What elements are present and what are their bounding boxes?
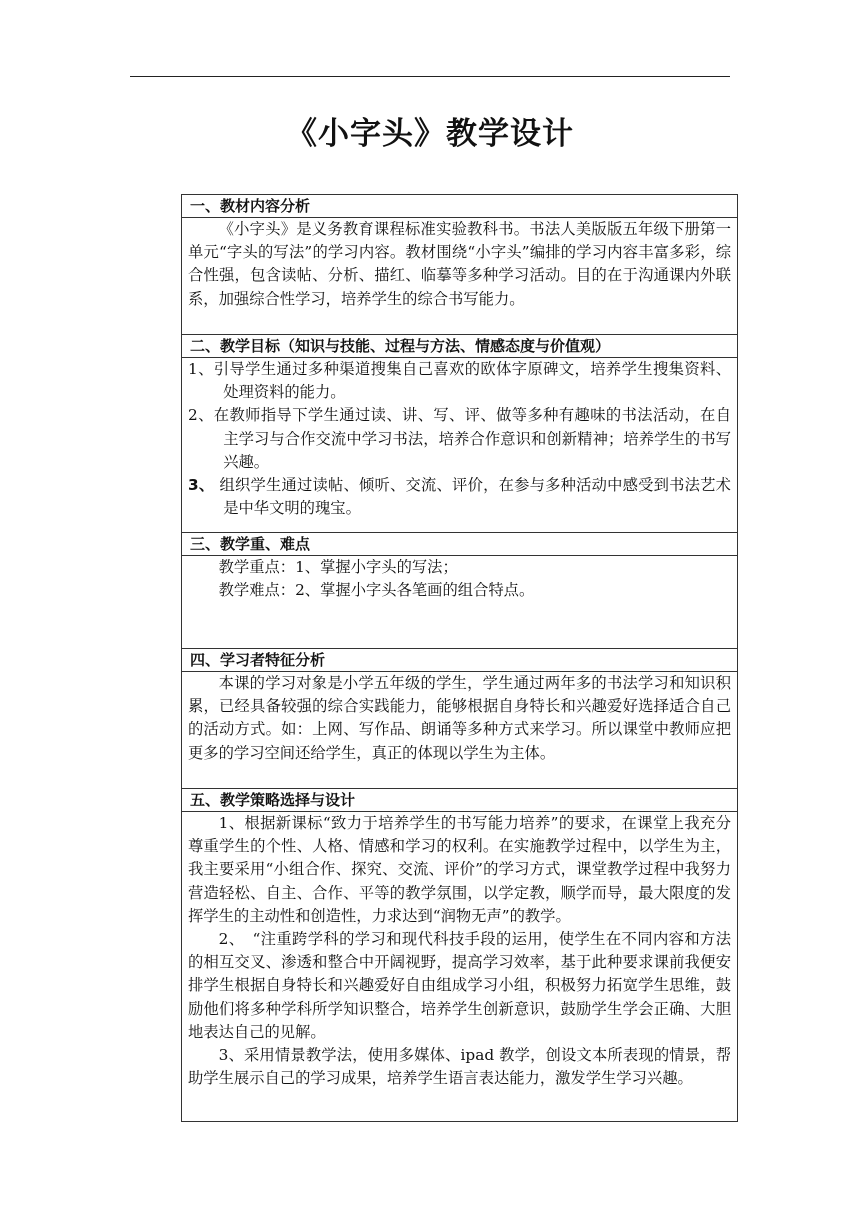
section-body-key-points — [182, 556, 737, 648]
section-body-learner-analysis — [182, 672, 737, 788]
difficult-point: 教学难点：2、掌握小字头各笔画的组合特点。 — [218, 581, 535, 600]
section-heading-material-analysis: 一、教材内容分析 — [182, 195, 737, 218]
document-title: 《小字头》教学设计 — [286, 116, 574, 152]
section-heading-teaching-strategy: 五、教学策略选择与设计 — [182, 788, 737, 812]
goal-item-1: 1、引导学生通过多种渠道搜集自己喜欢的欧体字原碑文，培养学生搜集资料、处理资料的能力。 — [188, 360, 731, 402]
goal-item-3-text: 组织学生通过读帖、倾听、交流、评价，在参与多种活动中感受到书法艺术是中华文明的瑰宝。 — [219, 476, 731, 518]
section-body-teaching-goals — [182, 358, 737, 532]
paragraph: 本课的学习对象是小学五年级的学生，学生通过两年多的书法学习和知识积累，已经具备较强的综合实践能力，能够根据自身特长和兴趣爱好选择适合自己的活动方式。如：上网、写作品、朗诵等多种方式来学习。所以课堂中教师应把更多的学习空间还给学生，真正的体现以学生为主体。 — [188, 674, 731, 762]
key-point: 教学重点：1、掌握小字头的写法； — [218, 558, 458, 576]
strategy-paragraph-3: 3、采用情景教学法，使用多媒体、ipad 教学，创设文本所表现的情景，帮助学生展示自己的学习成果，培养学生语言表达能力，激发学生学习兴趣。 — [188, 1046, 731, 1088]
lesson-plan-table — [181, 194, 738, 1122]
section-body-teaching-strategy — [182, 812, 737, 1121]
section-body-material-analysis — [182, 218, 737, 334]
strategy-paragraph-1: 1、根据新课标“致力于培养学生的书写能力培养”的要求，在课堂上我充分尊重学生的个性、人格、情感和学习的权利。在实施教学过程中，以学生为主，我主要采用“小组合作、探究、交流、评价”的学习方式，课堂教学过程中我努力营造轻松、自主、合作、平等的教学氛围，以学定教，顺学而导，最大限度的发挥学生的主动性和创造性，力求达到“润物无声”的教学。 — [188, 814, 731, 925]
section-heading-teaching-goals: 二、教学目标（知识与技能、过程与方法、情感态度与价值观） — [182, 334, 737, 358]
section-heading-learner-analysis: 四、学习者特征分析 — [182, 648, 737, 672]
strategy-paragraph-2: 2、 “注重跨学科的学习和现代科技手段的运用，使学生在不同内容和方法的相互交叉、渗透和整合中开阔视野，提高学习效率，基于此种要求课前我便安排学生根据自身特长和兴趣爱好自由组成学习小组，积极努力拓宽学生思维，鼓励他们将多种学科所学知识整合，培养学生创新意识，鼓励学生学会正确、大胆地表达自己的见解。 — [188, 930, 731, 1041]
goal-item-2: 2、在教师指导下学生通过读、讲、写、评、做等多种有趣味的书法活动，在自主学习与合作交流中学习书法，培养合作意识和创新精神；培养学生的书写兴趣。 — [188, 406, 731, 471]
goal-item-3-number: 3、 — [188, 476, 215, 495]
header-rule — [130, 76, 730, 77]
section-heading-key-points: 三、教学重、难点 — [182, 532, 737, 556]
goal-item-3 — [188, 474, 731, 520]
paragraph: 《小字头》是义务教育课程标准实验教科书。书法人美版版五年级下册第一单元“字头的写法”的学习内容。教材围绕“小字头”编排的学习内容丰富多彩，综合性强，包含读帖、分析、描红、临摹等多种学习活动。目的在于沟通课内外联系，加强综合性学习，培养学生的综合书写能力。 — [188, 220, 731, 308]
